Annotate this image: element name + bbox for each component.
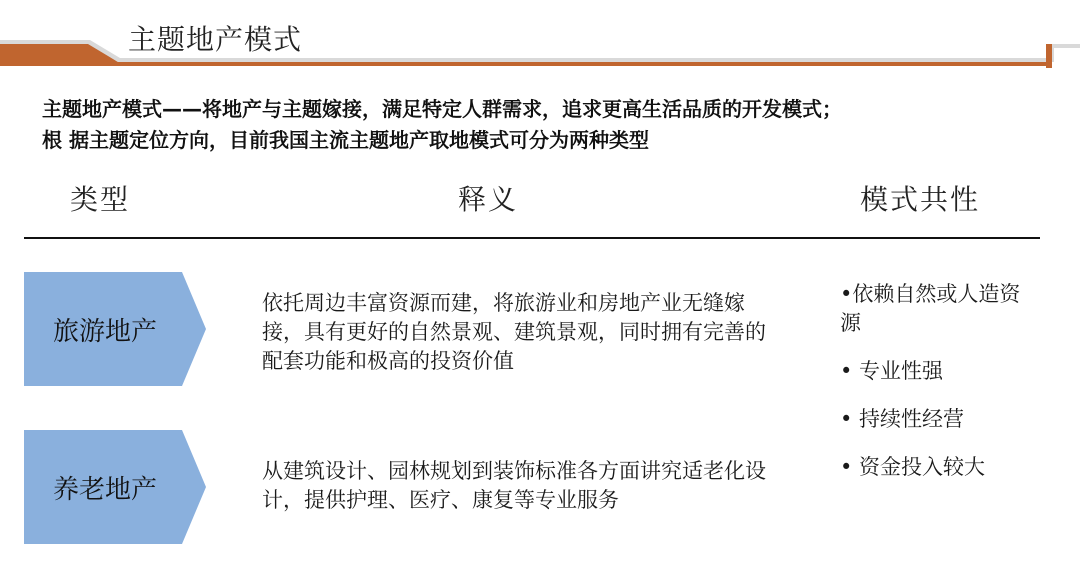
common-point: •依赖自然或人造资源: [840, 282, 1021, 335]
header-divider: [24, 237, 1040, 239]
type-label-tourism: 旅游地产: [52, 316, 157, 347]
common-point: • 资金投入较大: [840, 455, 986, 479]
column-header-definition: 释义: [458, 183, 519, 216]
column-header-common: 模式共性: [860, 183, 981, 216]
intro-paragraph: [42, 94, 842, 156]
page-title: 主题地产模式: [128, 23, 303, 56]
intro-line-2: 根 据主题定位方向，目前我国主流主题地产取地模式可分为两种类型: [42, 128, 649, 152]
common-point: • 专业性强: [840, 359, 944, 383]
header-stripe-end: [1046, 44, 1052, 68]
type-arrow-elderly: [24, 430, 206, 544]
common-point: • 持续性经营: [840, 407, 965, 431]
definition-elderly: 从建筑设计、园林规划到装饰标准各方面讲究适老化设计，提供护理、医疗、康复等专业服务: [262, 459, 766, 512]
common-points-list: [840, 280, 1040, 501]
intro-line-1: 主题地产模式——将地产与主题嫁接，满足特定人群需求，追求更高生活品质的开发模式；: [42, 97, 842, 121]
column-header-type: 类型: [70, 183, 131, 216]
type-arrow-tourism: [24, 272, 206, 386]
type-label-elderly: 养老地产: [52, 474, 157, 505]
definition-tourism: 依托周边丰富资源而建，将旅游业和房地产业无缝嫁接，具有更好的自然景观、建筑景观，同时拥有完善的配套功能和极高的投资价值: [262, 291, 766, 373]
